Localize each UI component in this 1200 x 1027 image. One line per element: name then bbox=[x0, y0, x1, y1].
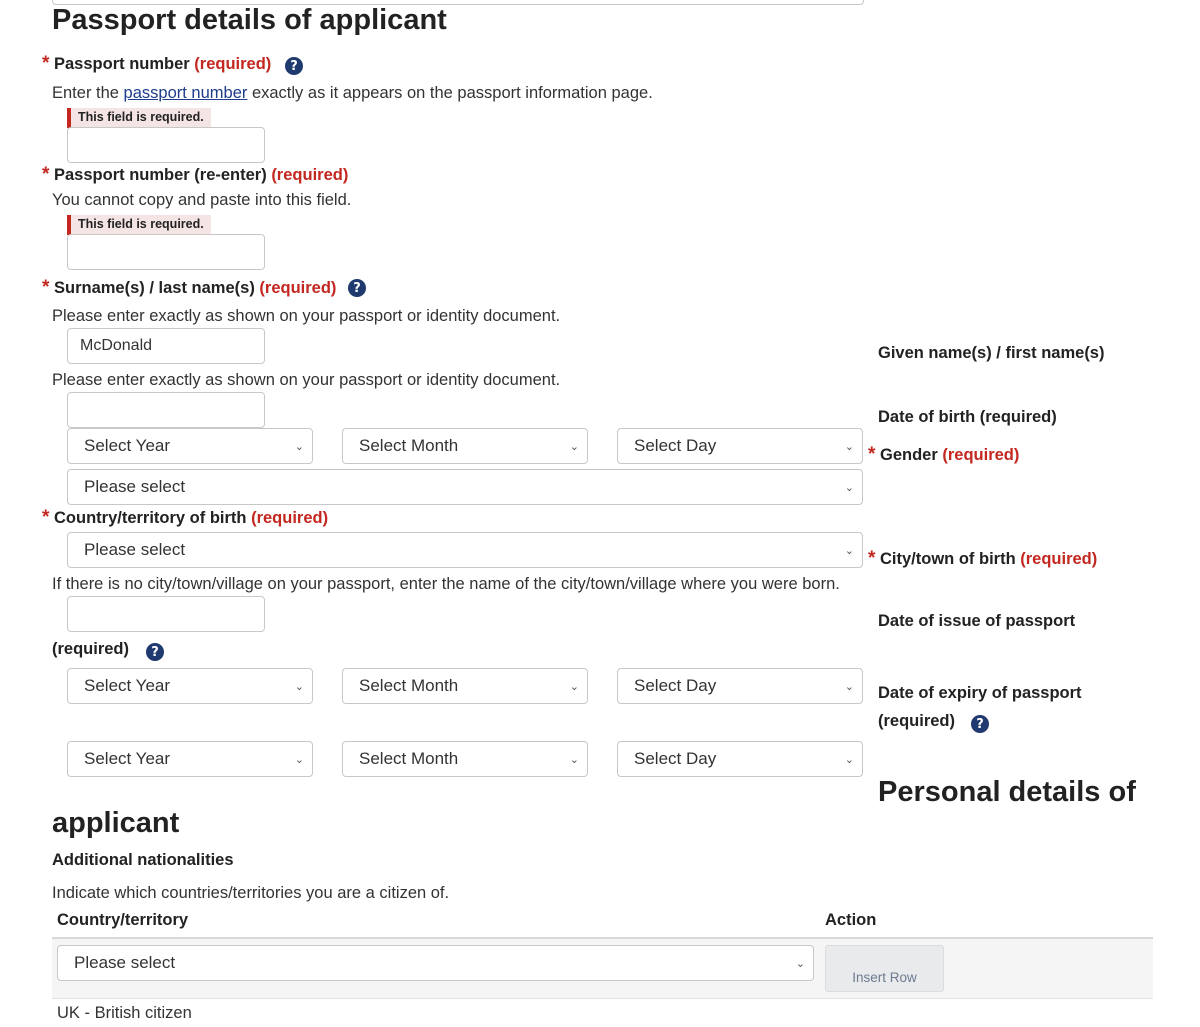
required-text: (required) bbox=[271, 166, 349, 184]
required-star: * bbox=[42, 507, 50, 528]
date-of-issue-label: Date of issue of passport bbox=[878, 612, 1076, 630]
section-title-personal-line1: Personal details of bbox=[878, 776, 1136, 808]
surname-label: * Surname(s) / last name(s) (required) bbox=[42, 277, 337, 298]
date-of-issue-required: (required) bbox=[52, 640, 130, 658]
section-title-passport: Passport details of applicant bbox=[52, 4, 447, 36]
expiry-month-select[interactable]: Select Month ⌄ bbox=[342, 741, 588, 777]
dob-month-select[interactable]: Select Month ⌄ bbox=[342, 428, 588, 464]
given-names-hint: Please enter exactly as shown on your passport or identity document. bbox=[52, 371, 561, 389]
dob-year-select[interactable]: Select Year ⌄ bbox=[67, 428, 313, 464]
date-of-birth-label: Date of birth (required) bbox=[878, 408, 1057, 426]
passport-number-hint: Enter the passport number exactly as it appears on the passport information page. bbox=[52, 84, 653, 102]
required-text: (required) bbox=[259, 279, 337, 297]
surname-hint: Please enter exactly as shown on your passport or identity document. bbox=[52, 307, 561, 325]
city-of-birth-hint: If there is no city/town/village on your passport, enter the name of the city/town/village where you were born. bbox=[52, 575, 840, 593]
passport-number-input[interactable] bbox=[67, 127, 265, 163]
date-of-expiry-required: (required) bbox=[878, 712, 956, 730]
chevron-down-icon: ⌄ bbox=[294, 753, 304, 766]
chevron-down-icon: ⌄ bbox=[844, 753, 854, 766]
chevron-down-icon: ⌄ bbox=[569, 680, 579, 693]
expiry-day-select[interactable]: Select Day ⌄ bbox=[617, 741, 863, 777]
required-star: * bbox=[868, 444, 876, 465]
required-star: * bbox=[42, 53, 50, 74]
chevron-down-icon: ⌄ bbox=[844, 544, 854, 557]
passport-number-reenter-input[interactable] bbox=[67, 234, 265, 270]
city-of-birth-label: * City/town of birth (required) bbox=[868, 548, 1098, 569]
given-names-input[interactable] bbox=[67, 392, 265, 428]
required-text: (required) bbox=[1020, 550, 1098, 568]
chevron-down-icon: ⌄ bbox=[569, 753, 579, 766]
error-message: This field is required. bbox=[67, 108, 211, 128]
insert-row-button[interactable]: Insert Row bbox=[825, 945, 944, 992]
issue-month-select[interactable]: Select Month ⌄ bbox=[342, 668, 588, 704]
chevron-down-icon: ⌄ bbox=[844, 440, 854, 453]
country-of-birth-label: * Country/territory of birth (required) bbox=[42, 507, 329, 528]
chevron-down-icon: ⌄ bbox=[294, 440, 304, 453]
help-icon[interactable]: ? bbox=[971, 715, 989, 733]
country-of-birth-select[interactable]: Please select ⌄ bbox=[67, 532, 863, 568]
passport-number-link[interactable]: passport number bbox=[123, 84, 248, 102]
required-star: * bbox=[42, 164, 50, 185]
chevron-down-icon: ⌄ bbox=[844, 680, 854, 693]
date-of-expiry-label: Date of expiry of passport bbox=[878, 684, 1082, 702]
column-header-country: Country/territory bbox=[57, 911, 189, 929]
issue-year-select[interactable]: Select Year ⌄ bbox=[67, 668, 313, 704]
required-text: (required) bbox=[942, 446, 1020, 464]
chevron-down-icon: ⌄ bbox=[844, 481, 854, 494]
required-star: * bbox=[42, 277, 50, 298]
chevron-down-icon: ⌄ bbox=[294, 680, 304, 693]
help-icon[interactable]: ? bbox=[348, 279, 366, 297]
nationality-existing-row: UK - British citizen bbox=[57, 1004, 192, 1022]
required-text: (required) bbox=[194, 55, 272, 73]
chevron-down-icon: ⌄ bbox=[569, 440, 579, 453]
dob-day-select[interactable]: Select Day ⌄ bbox=[617, 428, 863, 464]
required-star: * bbox=[868, 548, 876, 569]
passport-number-reenter-label: * Passport number (re-enter) (required) bbox=[42, 164, 349, 185]
required-text: (required) bbox=[251, 509, 329, 527]
issue-day-select[interactable]: Select Day ⌄ bbox=[617, 668, 863, 704]
error-message: This field is required. bbox=[67, 215, 211, 235]
passport-number-label: * Passport number (required) bbox=[42, 53, 272, 74]
gender-label: * Gender (required) bbox=[868, 444, 1020, 465]
surname-input[interactable]: McDonald bbox=[67, 328, 265, 364]
gender-select[interactable]: Please select ⌄ bbox=[67, 469, 863, 505]
expiry-year-select[interactable]: Select Year ⌄ bbox=[67, 741, 313, 777]
column-header-action: Action bbox=[825, 911, 877, 929]
additional-nationalities-hint: Indicate which countries/territories you are a citizen of. bbox=[52, 884, 450, 902]
city-of-birth-input[interactable] bbox=[67, 596, 265, 632]
nationality-select[interactable]: Please select ⌄ bbox=[57, 945, 814, 981]
help-icon[interactable]: ? bbox=[285, 57, 303, 75]
passport-number-reenter-hint: You cannot copy and paste into this field. bbox=[52, 191, 352, 209]
given-names-label: Given name(s) / first name(s) bbox=[878, 344, 1105, 362]
chevron-down-icon: ⌄ bbox=[795, 957, 805, 970]
additional-nationalities-label: Additional nationalities bbox=[52, 851, 234, 869]
section-title-personal-line2: applicant bbox=[52, 807, 180, 839]
help-icon[interactable]: ? bbox=[146, 643, 164, 661]
